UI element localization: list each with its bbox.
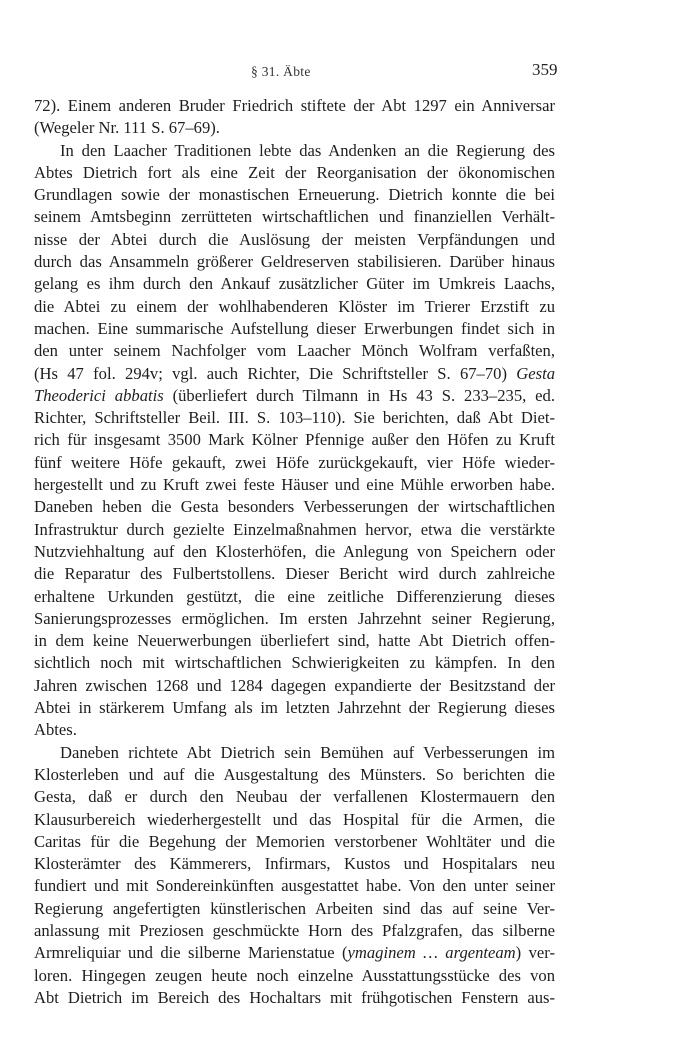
text-segment: Gesta, daß er durch den Neubau der verfallenen Klostermauern den	[34, 787, 555, 807]
text-line	[34, 363, 555, 385]
text-segment: Jahren zwischen 1268 und 1284 dagegen expandierte der Besitzstand der	[34, 675, 555, 695]
text-segment: Nutzviehhaltung auf den Klosterhöfen, die Anlegung von Speichern oder	[34, 541, 555, 561]
italic-text: Theoderici abbatis	[34, 385, 164, 405]
text-segment: Sanierungsprozesses ermöglichen. Im ersten Jahrzehnt seiner Regierung,	[34, 608, 555, 628]
text-line	[34, 229, 555, 251]
text-segment: Abtei in stärkerem Umfang als im letzten Jahrzehnt der Regierung dieses	[34, 698, 555, 718]
text-line	[34, 965, 555, 987]
text-segment: Klausurbereich wiederhergestellt und das Hospital für die Armen, die	[34, 809, 555, 829]
text-segment: hergestellt und zu Kruft zwei feste Häuser und eine Mühle erworben habe.	[34, 475, 555, 495]
text-line	[34, 273, 555, 295]
text-line	[34, 586, 555, 608]
text-segment: die Abtei zu einem der wohlhabenderen Klöster im Trierer Erzstift zu	[34, 296, 555, 316]
text-segment: sichtlich noch mit wirtschaftlichen Schwierigkeiten zu kämpfen. In den	[34, 653, 555, 673]
text-segment: seinem Amtsbeginn zerrütteten wirtschaftlichen und finanziellen Verhält-	[34, 207, 555, 227]
text-line	[34, 519, 555, 541]
text-segment: Klosterleben und auf die Ausgestaltung des Münsters. So berichten die	[34, 764, 555, 784]
text-line	[34, 162, 555, 184]
text-line	[34, 117, 555, 139]
text-line	[34, 719, 555, 741]
text-segment: Grundlagen sowie der monastischen Erneuerung. Dietrich konnte die bei	[34, 185, 555, 205]
text-line	[34, 652, 555, 674]
text-segment: Caritas für die Begehung der Memorien verstorbener Wohltäter und die	[34, 831, 555, 851]
text-segment: loren. Hingegen zeugen heute noch einzelne Ausstattungsstücke des von	[34, 965, 555, 985]
text-line	[34, 697, 555, 719]
running-head: § 31. Äbte	[251, 64, 311, 79]
text-segment: fundiert und mit Sondereinkünften ausgestattet habe. Von den unter seiner	[34, 876, 555, 896]
text-line	[34, 786, 555, 808]
text-segment: Daneben heben die Gesta besonders Verbesserungen der wirtschaftlichen	[34, 497, 555, 517]
text-segment: (überliefert durch Tilmann in Hs 43 S. 233–235, ed.	[163, 385, 555, 405]
body-text	[34, 95, 555, 1009]
text-segment: (Hs 47 fol. 294v; vgl. auch Richter, Die Schriftsteller S. 67–70)	[34, 363, 517, 383]
text-segment: Daneben richtete Abt Dietrich sein Bemühen auf Verbesserungen im	[60, 742, 555, 762]
text-line	[34, 809, 555, 831]
text-segment: Richter, Schriftsteller Beil. III. S. 103–110). Sie berichten, daß Abt Diet-	[34, 408, 555, 428]
text-line	[34, 831, 555, 853]
text-line	[34, 563, 555, 585]
text-line	[34, 206, 555, 228]
text-segment: durch das Ansammeln größerer Geldreserven stabilisieren. Darüber hinaus	[34, 252, 555, 272]
text-segment: Abt Dietrich im Bereich des Hochaltars mit frühgotischen Fenstern aus-	[34, 987, 555, 1007]
text-line	[34, 496, 555, 518]
text-line	[34, 95, 555, 117]
text-line	[34, 296, 555, 318]
text-segment: gelang es ihm durch den Ankauf zusätzlicher Güter im Umkreis Laachs,	[34, 274, 555, 294]
text-line	[34, 318, 555, 340]
text-line	[34, 608, 555, 630]
text-line	[34, 251, 555, 273]
text-line	[34, 987, 555, 1009]
text-line	[34, 942, 555, 964]
text-segment: erhaltene Urkunden gestützt, die eine zeitliche Differenzierung dieses	[34, 586, 555, 606]
text-segment: Abtes Dietrich fort als eine Zeit der Reorganisation der ökonomischen	[34, 162, 555, 182]
text-line	[34, 898, 555, 920]
text-line	[34, 385, 555, 407]
text-segment: ) ver-	[515, 943, 555, 963]
italic-text: ymaginem … argenteam	[347, 943, 516, 963]
text-segment: Abtes.	[34, 720, 77, 740]
page-number: 359	[532, 60, 558, 79]
text-line	[34, 474, 555, 496]
text-segment: In den Laacher Traditionen lebte das Andenken an die Regierung des	[60, 140, 555, 160]
text-line	[34, 407, 555, 429]
text-line	[34, 920, 555, 942]
text-line	[34, 429, 555, 451]
text-segment: (Wegeler Nr. 111 S. 67–69).	[34, 118, 220, 138]
text-line	[34, 452, 555, 474]
text-segment: fünf weitere Höfe gekauft, zwei Höfe zurückgekauft, vier Höfe wieder-	[34, 452, 555, 472]
text-segment: Armreliquiar und die silberne Marienstatue (	[34, 943, 348, 963]
text-segment: den unter seinem Nachfolger vom Laacher Mönch Wolfram verfaßten,	[34, 341, 555, 361]
text-line	[34, 742, 555, 764]
text-segment: Klosterämter des Kämmerers, Infirmars, Kustos und Hospitalars neu	[34, 854, 555, 874]
text-segment: Regierung angefertigten künstlerischen Arbeiten sind das auf seine Ver-	[34, 898, 555, 918]
text-line	[34, 875, 555, 897]
text-line	[34, 140, 555, 162]
text-segment: anlassung mit Preziosen geschmückte Horn des Pfalzgrafen, das silberne	[34, 920, 555, 940]
text-line	[34, 764, 555, 786]
text-line	[34, 340, 555, 362]
text-segment: nisse der Abtei durch die Auslösung der meisten Verpfändungen und	[34, 229, 555, 249]
text-segment: machen. Eine summarische Aufstellung dieser Erwerbungen findet sich in	[34, 318, 555, 338]
text-segment: Infrastruktur durch gezielte Einzelmaßnahmen hervor, etwa die verstärkte	[34, 519, 555, 539]
text-line	[34, 853, 555, 875]
text-segment: die Reparatur des Fulbertstollens. Dieser Bericht wird durch zahlreiche	[34, 564, 555, 584]
italic-text: Gesta	[516, 363, 555, 383]
text-line	[34, 184, 555, 206]
text-segment: 72). Einem anderen Bruder Friedrich stiftete der Abt 1297 ein Anniversar	[34, 96, 555, 115]
text-line	[34, 541, 555, 563]
text-segment: rich für insgesamt 3500 Mark Kölner Pfennige außer den Höfen zu Kruft	[34, 430, 555, 450]
text-line	[34, 675, 555, 697]
text-segment: in dem keine Neuerwerbungen überliefert sind, hatte Abt Dietrich offen-	[34, 631, 555, 651]
text-line	[34, 630, 555, 652]
